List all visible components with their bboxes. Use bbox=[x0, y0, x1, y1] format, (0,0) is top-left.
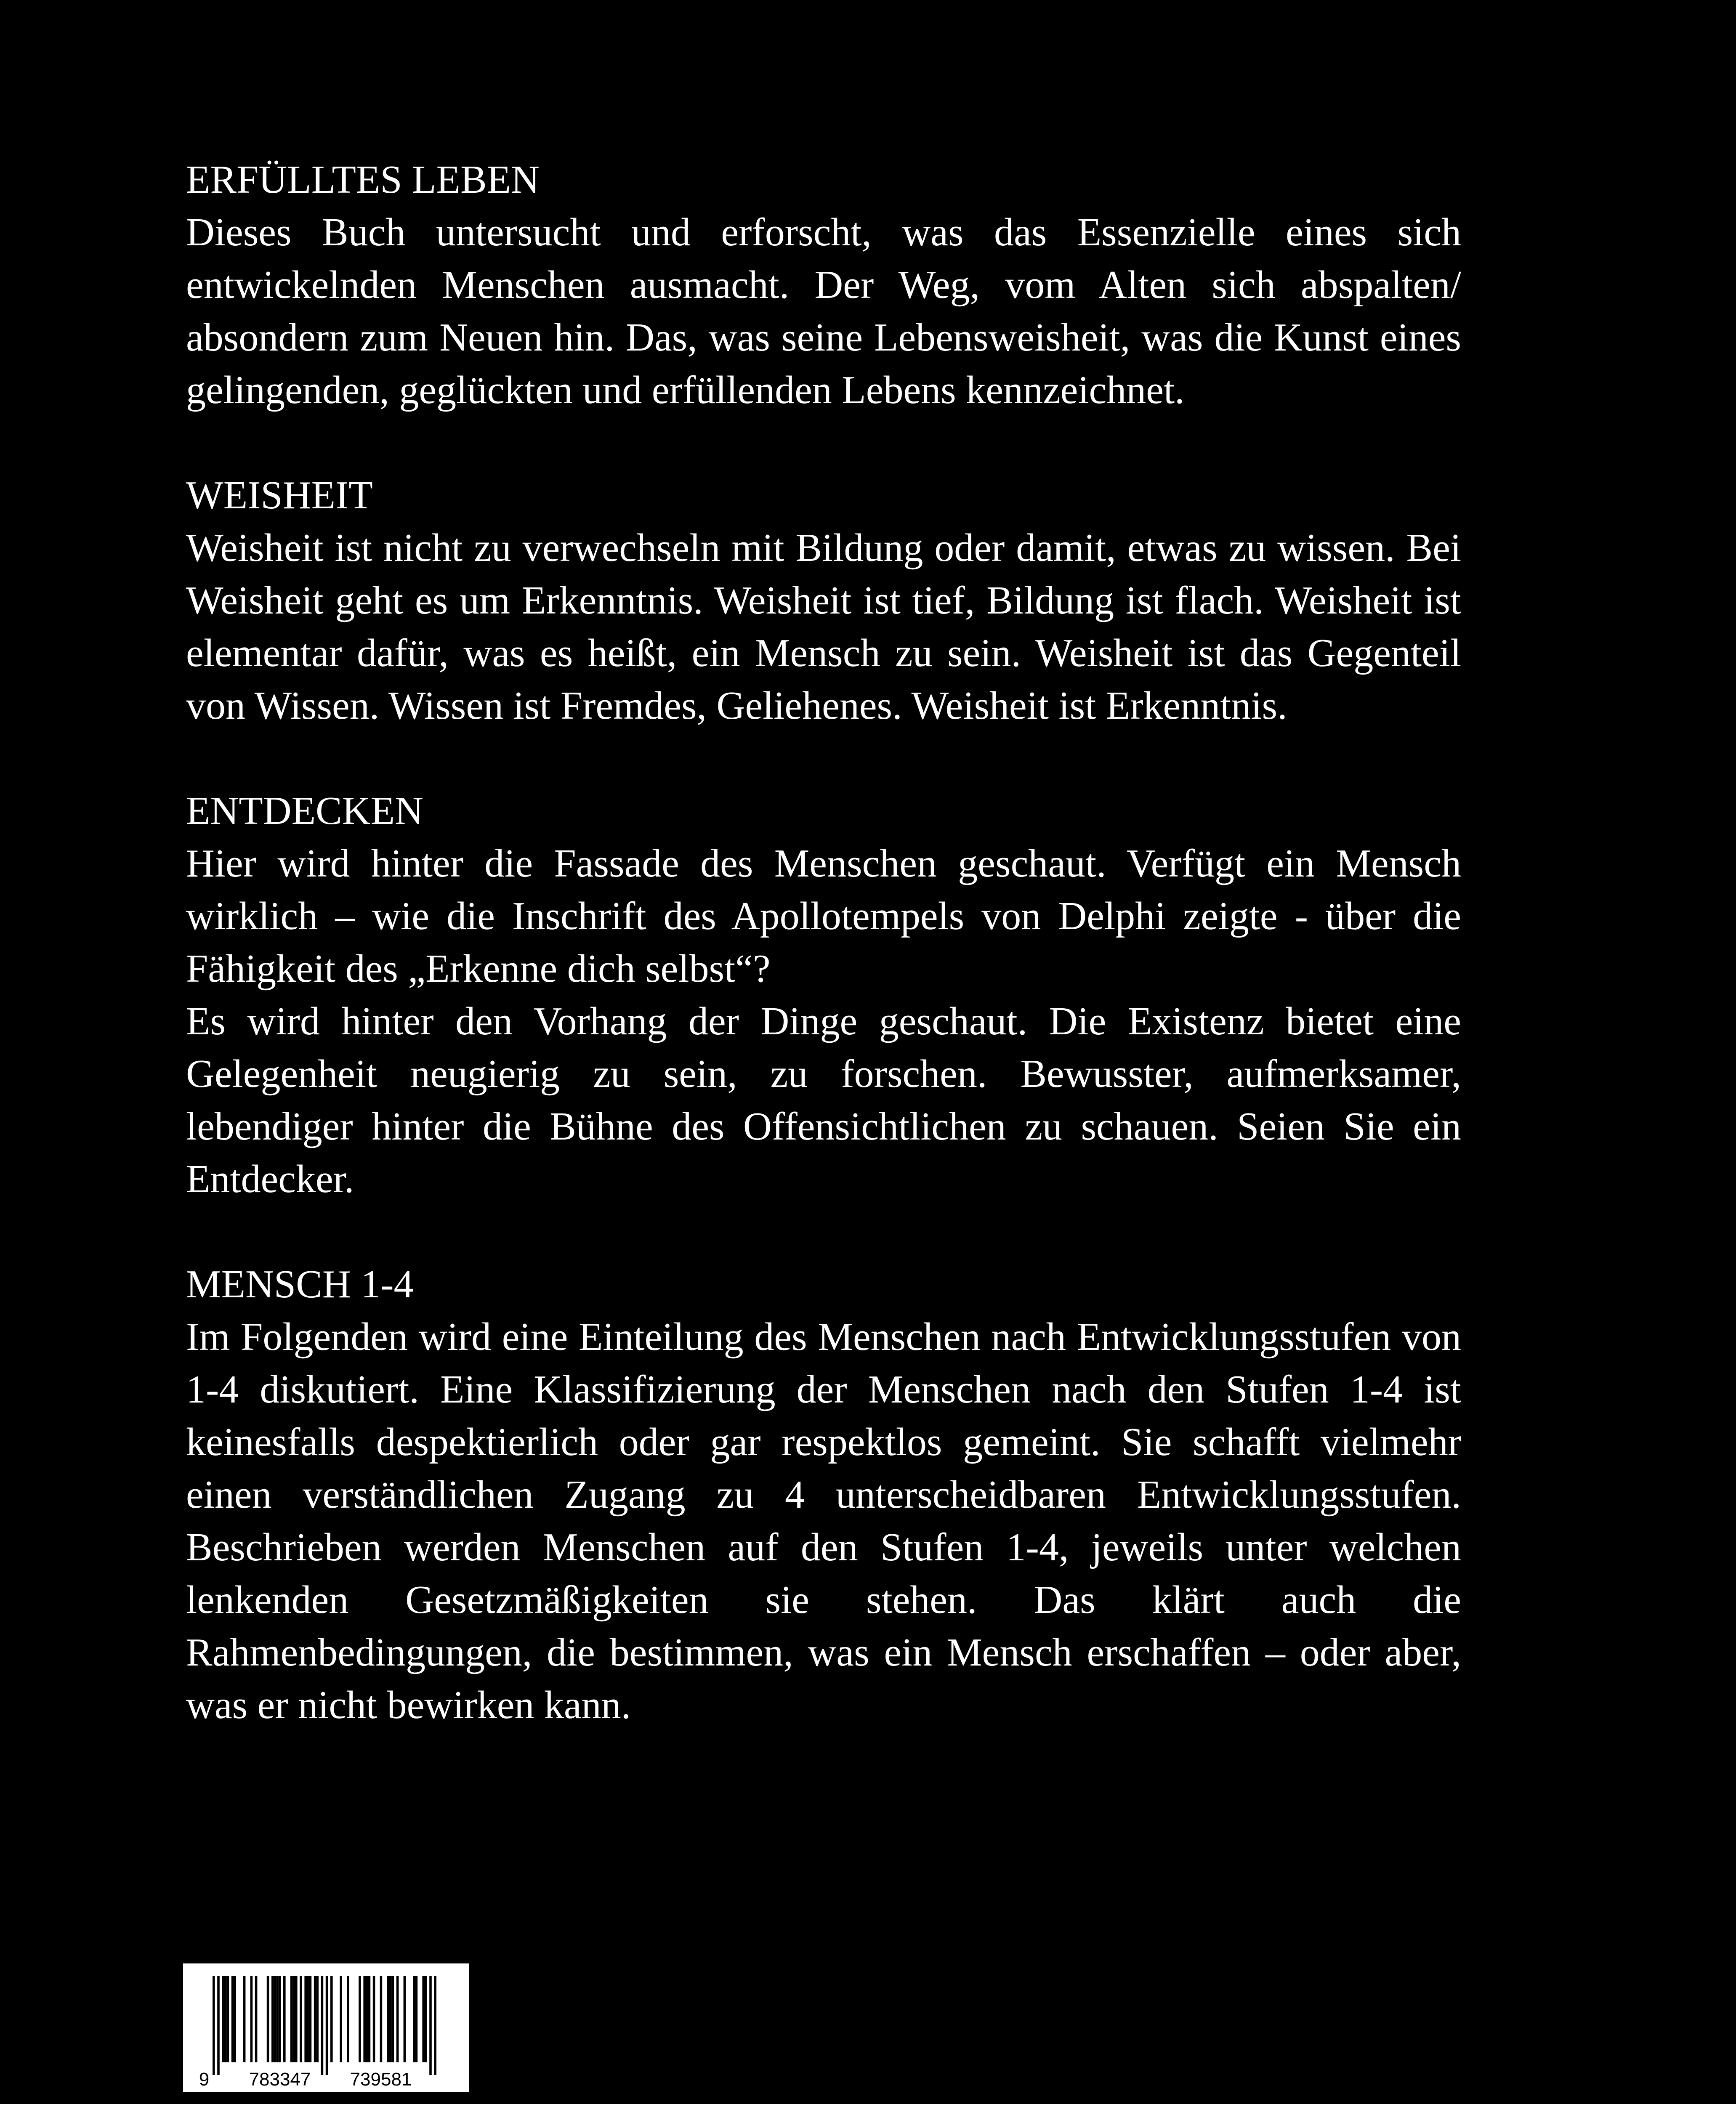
barcode-bar bbox=[392, 1976, 394, 2062]
barcode-bar bbox=[404, 1976, 406, 2062]
back-cover-text bbox=[186, 154, 1461, 1784]
barcode-bar bbox=[224, 1976, 227, 2062]
barcode-bar bbox=[307, 1976, 309, 2062]
section-paragraph: Dieses Buch untersucht und erforscht, was das Essenzielle eines sich entwickelnden Menschen ausmacht. Der Weg, vom Alten sich abspalten/ absondern zum Neuen hin. Das, was seine Lebensweisheit, was die Kunst eines gelingenden, geglückten und erfüllenden Lebens kennzeichnet. bbox=[186, 210, 1461, 412]
barcode-lead-digit: 9 bbox=[199, 2069, 210, 2090]
barcode-bar bbox=[250, 1976, 253, 2062]
section-heading: MENSCH 1-4 bbox=[186, 1262, 414, 1306]
section-heading: ERFÜLLTES LEBEN bbox=[186, 158, 540, 202]
barcode-bar bbox=[415, 1976, 418, 2062]
barcode-bar bbox=[340, 1976, 342, 2062]
barcode-bar bbox=[389, 1976, 392, 2062]
barcode-bar bbox=[290, 1976, 293, 2062]
barcode-bar bbox=[330, 1976, 333, 2062]
barcode-bar bbox=[271, 1976, 274, 2062]
section-heading: WEISHEIT bbox=[186, 473, 373, 517]
section-paragraph: Weisheit ist nicht zu verwechseln mit Bildung oder damit, etwas zu wissen. Bei Weisheit geht es um Erkenntnis. Weisheit ist tief, Bildung ist flach. Weisheit ist elementar dafür, was es heißt, ein Mensch zu sein. Weisheit ist das Gegenteil von Wissen. Wissen ist Fremdes, Geliehenes. Weisheit ist Erkenntnis. bbox=[186, 526, 1461, 728]
barcode-right-group: 739581 bbox=[350, 2069, 412, 2090]
isbn-barcode bbox=[183, 1963, 469, 2092]
section-mensch-1-4 bbox=[186, 1258, 1461, 1732]
barcode-bar bbox=[283, 1976, 286, 2062]
section-weisheit bbox=[186, 469, 1461, 732]
barcode-bar bbox=[304, 1976, 307, 2062]
barcode-bar bbox=[222, 1976, 224, 2062]
barcode-bar bbox=[231, 1976, 234, 2062]
barcode-bar bbox=[321, 1976, 324, 2075]
barcode-bar bbox=[396, 1976, 399, 2062]
barcode-bar bbox=[413, 1976, 415, 2062]
barcode-bar bbox=[347, 1976, 349, 2062]
barcode-bar bbox=[292, 1976, 295, 2062]
barcode-bar bbox=[425, 1976, 427, 2062]
barcode-bar bbox=[429, 1976, 432, 2075]
barcode-bar bbox=[213, 1976, 215, 2075]
section-heading: ENTDECKEN bbox=[186, 789, 423, 833]
section-paragraph: Es wird hinter den Vorhang der Dinge geschaut. Die Existenz bietet eine Gelegenheit neugierig zu sein, zu forschen. Bewusster, aufmerksamer, lebendiger hinter die Bühne des Offensichtlichen zu schauen. Seien Sie ein Entdecker. bbox=[186, 999, 1461, 1201]
section-paragraph: Hier wird hinter die Fassade des Menschen geschaut. Verfügt ein Mensch wirklich – wie die Inschrift des Apollotempels von Delphi zeigte - über die Fähigkeit des „Erkenne dich selbst“? bbox=[186, 842, 1461, 991]
barcode-bar bbox=[363, 1976, 366, 2062]
barcode-bar bbox=[267, 1976, 269, 2062]
barcode-bar bbox=[359, 1976, 361, 2062]
barcode-bar bbox=[243, 1976, 246, 2062]
barcode-bar bbox=[373, 1976, 375, 2062]
barcode-graphic bbox=[183, 1963, 469, 2092]
barcode-bar bbox=[387, 1976, 389, 2062]
barcode-bar bbox=[309, 1976, 312, 2062]
barcode-bar bbox=[279, 1976, 281, 2062]
barcode-bar bbox=[434, 1976, 436, 2075]
barcode-bar bbox=[366, 1976, 368, 2062]
barcode-left-group: 783347 bbox=[249, 2069, 311, 2090]
barcode-bar bbox=[234, 1976, 236, 2062]
barcode-bar bbox=[217, 1976, 220, 2075]
barcode-bar bbox=[368, 1976, 371, 2062]
barcode-bar bbox=[380, 1976, 383, 2062]
barcode-bar bbox=[314, 1976, 316, 2062]
barcode-bar bbox=[227, 1976, 229, 2062]
barcode-bar bbox=[326, 1976, 328, 2075]
barcode-bar bbox=[295, 1976, 298, 2062]
barcode-bar bbox=[274, 1976, 276, 2062]
barcode-bar bbox=[422, 1976, 425, 2062]
barcode-bar bbox=[316, 1976, 319, 2062]
section-erfuelltes-leben bbox=[186, 154, 1461, 417]
section-paragraph: Im Folgenden wird eine Einteilung des Menschen nach Entwicklungsstufen von 1-4 diskutiert. Eine Klassifizierung der Menschen nach den Stufen 1-4 ist keinesfalls despektierlich oder gar respektlos gemeint. Sie schafft vielmehr einen verständlichen Zugang zu 4 unterscheidbaren Entwicklungsstufen. Beschrieben werden Menschen auf den Stufen 1-4, jeweils unter welchen lenkenden Gesetzmäßigkeiten sie stehen. Das klärt auch die Rahmenbedingungen, die bestimmen, was ein Mensch erschaffen – oder aber, was er nicht bewirken kann. bbox=[186, 1315, 1461, 1727]
section-entdecken bbox=[186, 785, 1461, 1206]
barcode-bar bbox=[276, 1976, 279, 2062]
barcode-bar bbox=[255, 1976, 258, 2062]
barcode-bar bbox=[300, 1976, 302, 2062]
